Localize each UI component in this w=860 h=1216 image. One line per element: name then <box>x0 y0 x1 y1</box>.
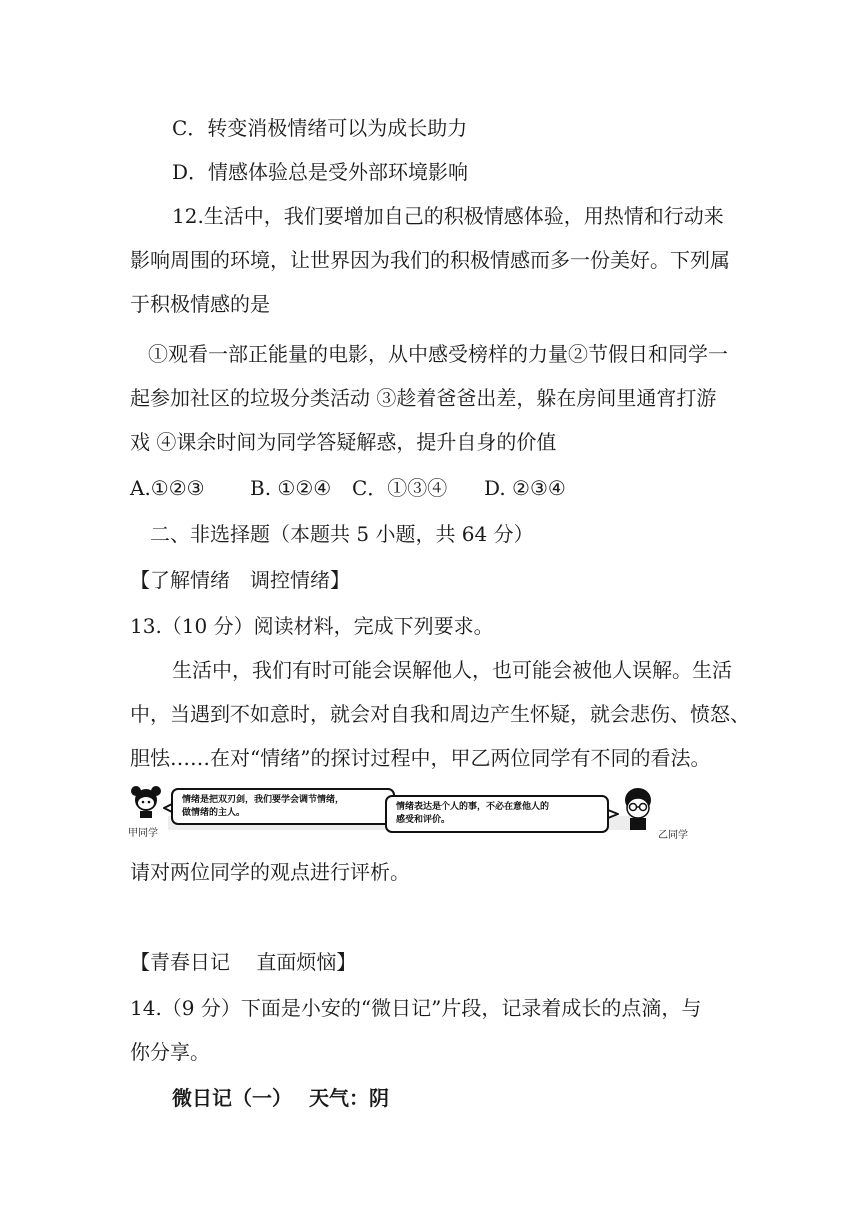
right-speaker-label: 乙同学 <box>658 830 688 841</box>
q12-option-c: C．①③④ <box>352 476 448 500</box>
q13-para-line-1: 生活中，我们有时可能会误解他人，也可能会被他人误解。生活 <box>172 658 732 682</box>
right-bubble-line-1: 情绪表达是个人的事，不必在意他人的 <box>396 802 550 812</box>
left-bubble-line-1: 情绪是把双刃剑，我们要学会调节情绪， <box>182 795 345 805</box>
diary-heading: 微日记（一） 天气：阴 <box>172 1086 389 1110</box>
q14-title-line-1: 14.（9 分）下面是小安的“微日记”片段，记录着成长的点滴，与 <box>130 996 702 1020</box>
right-bubble-line-2: 感受和评价。 <box>396 815 451 825</box>
q13-para-line-2: 中，当遇到不如意时，就会对自我和周边产生怀疑，就会悲伤、愤怒、 <box>130 702 750 726</box>
q13-topic: 【了解情绪 调控情绪】 <box>130 568 350 592</box>
q12-items-line-1: ①观看一部正能量的电影，从中感受榜样的力量②节假日和同学一 <box>148 342 728 366</box>
option-c: C．转变消极情绪可以为成长助力 <box>172 116 468 140</box>
q13-question: 请对两位同学的观点进行评析。 <box>130 860 410 884</box>
left-bubble-line-2: 做情绪的主人。 <box>182 808 246 818</box>
q13-para-line-3: 胆怯……在对“情绪”的探讨过程中，甲乙两位同学有不同的看法。 <box>130 746 711 770</box>
q12-items-line-3: 戏 ④课余时间为同学答疑解惑，提升自身的价值 <box>130 430 557 454</box>
q14-topic: 【青春日记 直面烦恼】 <box>130 950 357 974</box>
q12-stem-line-1: 12.生活中，我们要增加自己的积极情感体验，用热情和行动来 <box>172 204 724 228</box>
q12-stem-line-2: 影响周围的环境，让世界因为我们的积极情感而多一份美好。下列属 <box>130 248 730 272</box>
girl-character-icon <box>131 786 161 818</box>
q14-title-line-2: 你分享。 <box>130 1040 210 1064</box>
left-speaker-label: 甲同学 <box>128 828 158 839</box>
q12-option-d: D. ②③④ <box>484 476 566 500</box>
q13-title: 13.（10 分）阅读材料，完成下列要求。 <box>130 614 494 638</box>
q12-option-b: B. ①②④ <box>250 476 332 500</box>
section-heading: 二、非选择题（本题共 5 小题，共 64 分） <box>150 522 534 546</box>
q12-items-line-2: 起参加社区的垃圾分类活动 ③趁着爸爸出差，躲在房间里通宵打游 <box>130 386 717 410</box>
illustration-strip <box>128 786 690 842</box>
q12-option-a: A.①②③ <box>130 476 205 500</box>
option-d: D．情感体验总是受外部环境影响 <box>172 160 469 184</box>
q12-stem-line-3: 于积极情感的是 <box>130 292 270 316</box>
